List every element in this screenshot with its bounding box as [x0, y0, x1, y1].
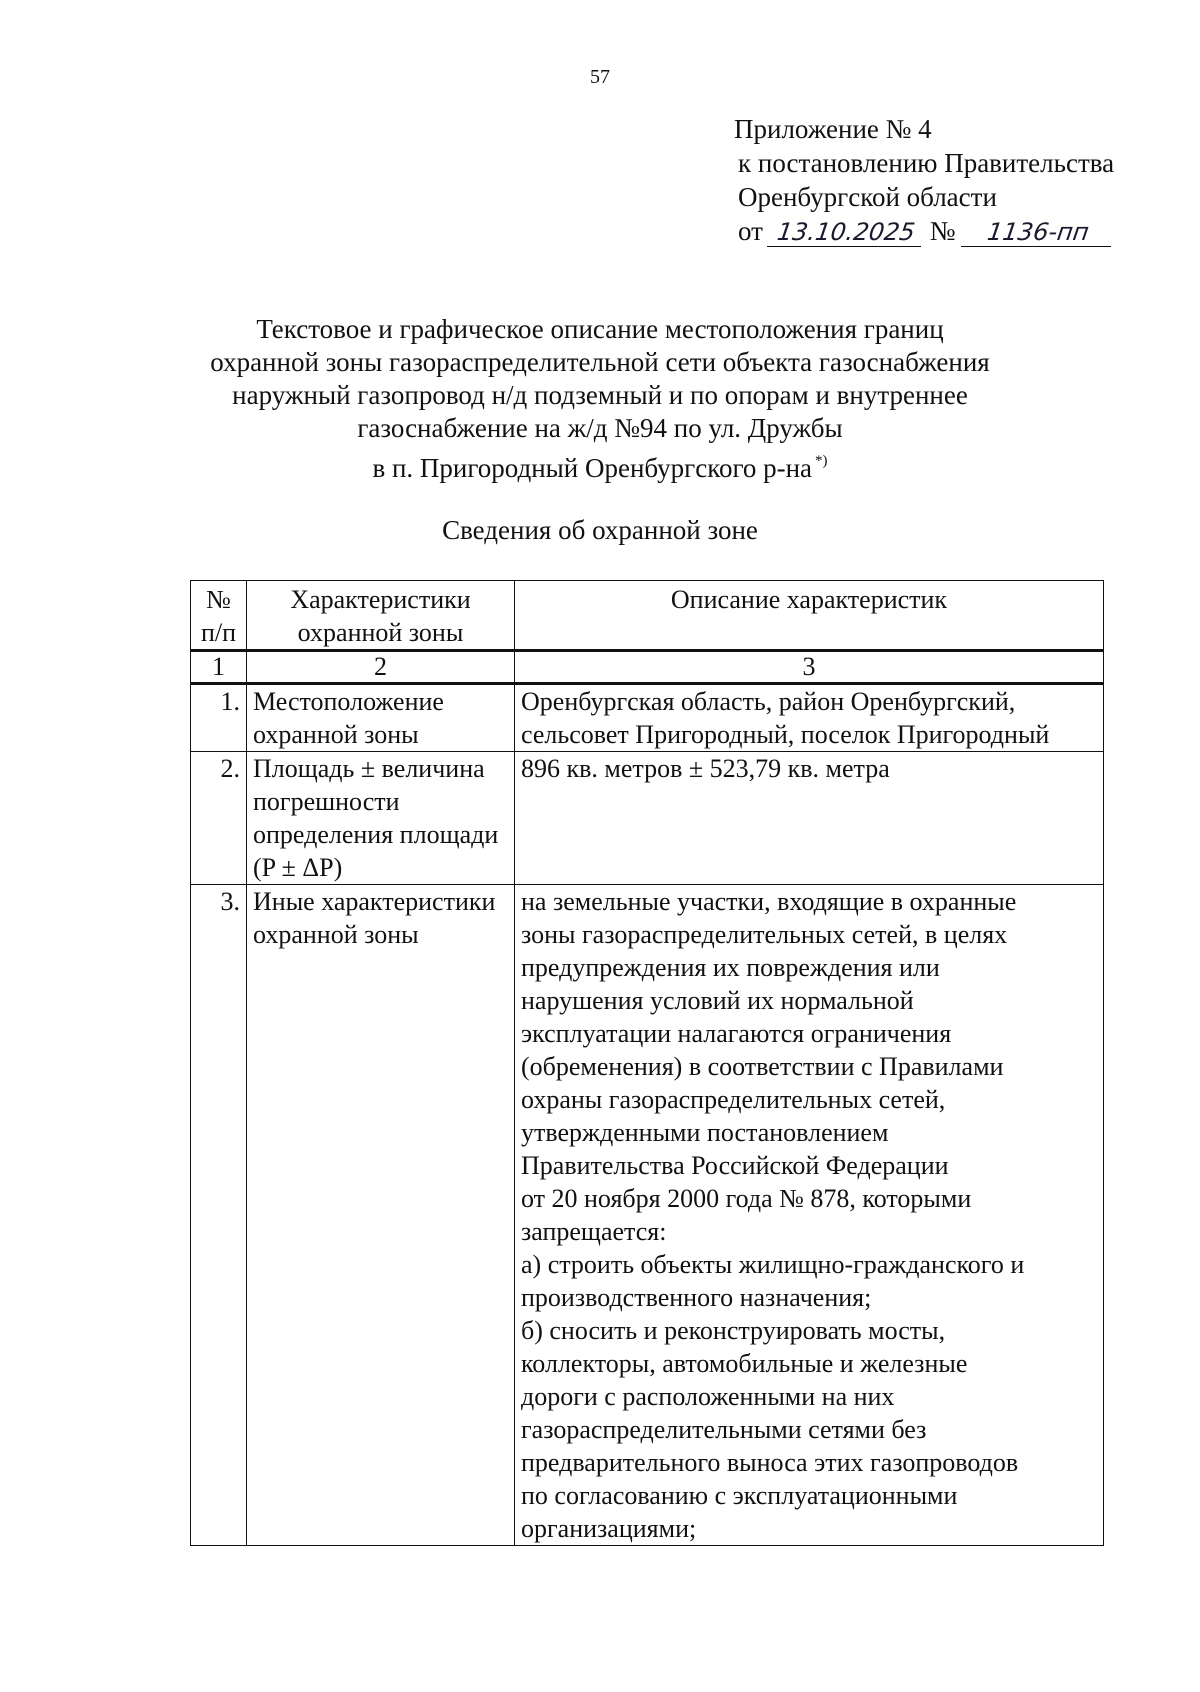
description-line: эксплуатации налагаются ограничения [521, 1019, 952, 1048]
description-line: б) сносить и реконструировать мосты, [521, 1316, 946, 1345]
table-row [191, 752, 1104, 885]
description-line: предупреждения их повреждения или [521, 953, 940, 982]
description-line: Правительства Российской Федерации [521, 1151, 949, 1180]
header-num: № п/п [191, 581, 247, 651]
description-line: запрещается: [521, 1217, 667, 1246]
description-line: от 20 ноября 2000 года № 878, которыми [521, 1184, 972, 1213]
number-prefix: № [929, 216, 956, 246]
description-line: газораспределительными сетями без [521, 1415, 927, 1444]
title-line-4: газоснабжение на ж/д №94 по ул. Дружбы [357, 413, 843, 443]
date-prefix: от [738, 216, 763, 246]
row-description: 896 кв. метров ± 523,79 кв. метра [515, 752, 1104, 885]
title-line-3: наружный газопровод н/д подземный и по опорам и внутреннее [232, 380, 968, 410]
row-characteristic: Площадь ± величина погрешности определения площади (P ± ΔP) [247, 752, 515, 885]
row-num: 3. [191, 885, 247, 1546]
row-num: 1. [191, 684, 247, 752]
table-row [191, 684, 1104, 752]
description-line: а) строить объекты жилищно-гражданского и [521, 1250, 1025, 1279]
description-line: организациями; [521, 1514, 697, 1543]
table-index-row [191, 651, 1104, 684]
page-number: 57 [590, 66, 610, 88]
appendix-line-3: Оренбургской области [738, 182, 997, 212]
description-line: по согласованию с эксплуатационными [521, 1481, 958, 1510]
index-cell-2: 2 [247, 651, 515, 684]
description-line: на земельные участки, входящие в охранные [521, 887, 1017, 916]
description-line: коллекторы, автомобильные и железные [521, 1349, 968, 1378]
row-description-multiline [515, 885, 1104, 1546]
title-line-5-wrap [0, 445, 1200, 485]
appendix-date-number [734, 214, 1114, 248]
header-description: Описание характеристик [515, 581, 1104, 651]
protection-zone-table [190, 580, 1104, 1546]
description-line: предварительного выноса этих газопроводов [521, 1448, 1019, 1477]
table-row [191, 885, 1104, 1546]
description-line: зоны газораспределительных сетей, в целях [521, 920, 1008, 949]
document-title [0, 313, 1200, 485]
row-characteristic: Местоположение охранной зоны [247, 684, 515, 752]
index-cell-1: 1 [191, 651, 247, 684]
description-line: дороги с расположенными на них [521, 1382, 895, 1411]
handwritten-number: 1136-пп [961, 218, 1115, 247]
appendix-line-1: Приложение № 4 [734, 114, 932, 144]
header-characteristic: Характеристики охранной зоны [247, 581, 515, 651]
title-line-5: в п. Пригородный Оренбургского р-на [372, 453, 813, 483]
table-header-row [191, 581, 1104, 651]
description-line: производственного назначения; [521, 1283, 872, 1312]
description-line: (обременения) в соответствии с Правилами [521, 1052, 1004, 1081]
appendix-line-2: к постановлению Правительства [738, 148, 1115, 178]
row-description: Оренбургская область, район Оренбургский, сельсовет Пригородный, поселок Пригородный [515, 684, 1104, 752]
title-line-2: охранной зоны газораспределительной сети объекта газоснабжения [210, 347, 990, 377]
row-characteristic: Иные характеристики охранной зоны [247, 885, 515, 1546]
description-line: нарушения условий их нормальной [521, 986, 914, 1015]
footnote-mark: *) [815, 453, 828, 469]
title-line-1: Текстовое и графическое описание местоположения границ [256, 314, 944, 344]
index-cell-3: 3 [515, 651, 1104, 684]
handwritten-date: 13.10.2025 [767, 218, 925, 247]
description-line: утвержденными постановлением [521, 1118, 889, 1147]
section-title: Сведения об охранной зоне [442, 515, 758, 545]
row-num: 2. [191, 752, 247, 885]
appendix-header [734, 112, 1114, 248]
description-line: охраны газораспределительных сетей, [521, 1085, 946, 1114]
